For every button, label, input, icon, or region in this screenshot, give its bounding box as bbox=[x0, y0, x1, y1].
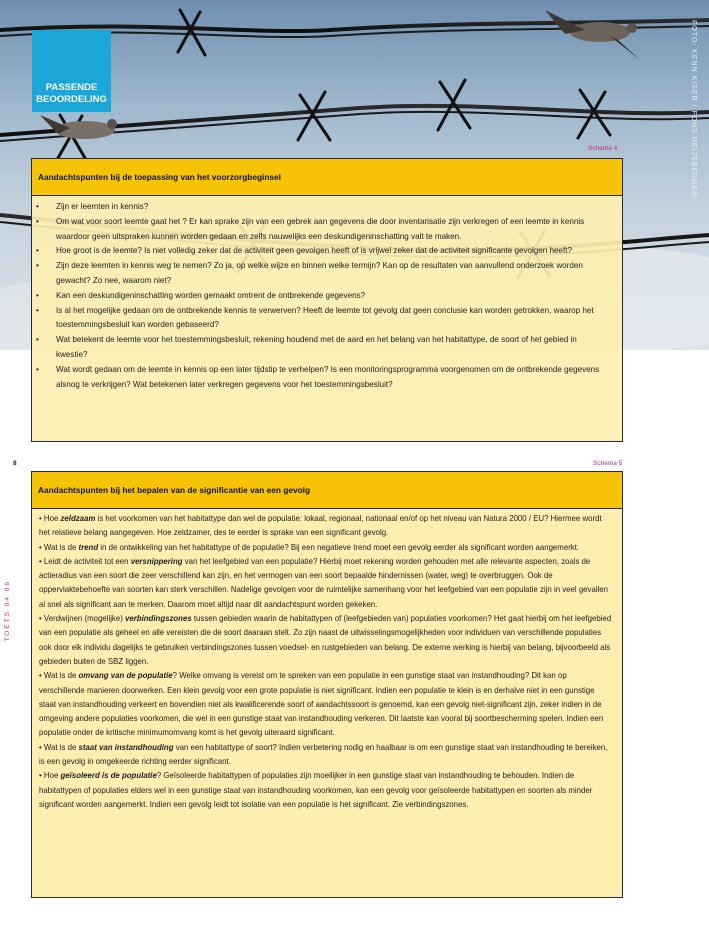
schema4-label: Schema 4 bbox=[588, 145, 618, 152]
list-item: • Wat wordt gedaan om de leemte in kennis op een later tijdstip te verhelpen? Is een monitoringsprogramma voorgenomen om de ontbrekende gegevens alsnog te verkrijgen? Wat betekenen later verkregen gegevens voor het toestemmingsbesluit? bbox=[56, 363, 608, 393]
list-item: • Zijn er leemten in kennis? bbox=[56, 200, 608, 215]
item-post: ? Welke omvang is vereist om te spreken van een populatie in een gunstige staat van instandhouding? Dit kan op verschillende manieren doorwerken. Een klein gevolg voor een grote populatie is niet significant. Indien een populatie te klein is en derhalve niet in een gunstige staat van instandhouding verkeert en bovendien niet als kwalificerende soort of aandachtssoort is genoemd, kan een gevolg niet-significant zijn, zeker indien in de omgeving andere populaties voorkomen, die wel in een gunstige staat van instandhouding verkeren. Dit laatste kan vooral bij soortbescherming spelen. Indien een populatie onder de kritische minimumomvang komt is het gevolg uiteraard significant. bbox=[39, 671, 604, 738]
schema4-title: Aandachtspunten bij de toepassing van het voorzorgbeginsel bbox=[32, 159, 622, 196]
list-item: • Is al het mogelijke gedaan om de ontbrekende kennis te verwerven? Heeft de leemte tot gevolg dat geen conclusie kan worden getrokken, waarop het toestemmingsbesluit kan worden gebaseerd? bbox=[56, 304, 608, 334]
item-post: in de ontwikkeling van het habitattype of de populatie? Bij een negatieve trend moet een gevolg eerder als significant worden aangemerkt. bbox=[98, 542, 580, 552]
schema5-box bbox=[31, 471, 623, 898]
side-label: TOETS 04 06 bbox=[4, 580, 11, 642]
photo-credit: FOTO: KENN KISER / FONS REIJSBERGEN bbox=[690, 20, 697, 198]
item-keyword: staat van instandhouding bbox=[78, 742, 174, 752]
item-pre: • Hoe bbox=[39, 514, 61, 523]
schema5-label: Schema 5 bbox=[593, 460, 623, 467]
list-item bbox=[39, 555, 612, 612]
section-tag-line2: BEOORDELING bbox=[36, 94, 107, 105]
list-item: • Wat betekent de leemte voor het toestemmingsbesluit, rekening houdend met de aard en het belang van het habitattype, de soort of het gebied in kwestie? bbox=[56, 333, 608, 363]
item-keyword: zeldzaam bbox=[60, 514, 96, 523]
item-pre: • Wat is de bbox=[39, 742, 79, 752]
list-item bbox=[39, 741, 612, 770]
item-post: ? Geïsoleerde habitattypen of populaties zijn moeilijker in een gunstige staat van instandhouding te behouden. Indien de habitattypen of populaties elders wel in een gunstige staat van instandhouding voorkomen, kan een gevolg voor geïsoleerde habitattypen en soorten als minder significant worden aangemerkt. Indien een gevolg leidt tot isolatie van een populatie is het significant. Zie verbindingszones. bbox=[39, 771, 593, 809]
schema5-list bbox=[32, 509, 622, 812]
item-post: van een habitattype of soort? Indien verbetering nodig en haalbaar is om een gunstige staat van instandhouding te bereiken, is een gevolg in omgekeerde richting eerder significant. bbox=[39, 742, 608, 767]
list-item bbox=[39, 769, 612, 812]
item-keyword: omvang van de populatie bbox=[78, 671, 173, 681]
item-keyword: verbindingszones bbox=[125, 614, 192, 624]
list-item bbox=[39, 612, 612, 669]
list-item: • Zijn deze leemten in kennis weg te nemen? Zo ja, op welke wijze en binnen welke termijn? Kan op de resultaten van aanvullend onderzoek worden gewacht? Zo nee, waarom niet? bbox=[56, 259, 608, 289]
section-tag bbox=[32, 30, 111, 112]
item-post: van het leefgebied van een populatie? Hierbij moet rekening worden gehouden met alle relevante aspecten, zoals de actieradius van een soort die zeer verschillend kan zijn, en het vermogen van een soort bepaalde hindernissen (water, weg) te overbruggen. Ook de oppervlaktebehoefte van soorten kan sterk verschillen. Nadelige gevolgen voor de ruimtelijke samenhang voor het leefgebied van een populatie zijn in veel gevallen al snel als significant aan te merken. Daarom moet altijd naar dit aandachtspunt worden gekeken. bbox=[39, 556, 609, 609]
list-item bbox=[39, 541, 612, 555]
item-post: tussen gebieden waarin de habitattypen of (leefgebieden van) populaties voorkomen? Het gaat hierbij om het leefgebied van een populatie als geheel en alle vereisten die de soort daaraan stelt. Zo zijn naast de uitwisselingsmogelijkheden voor individuen van verschillende populaties ook door elk individu dagelijks te gebruiken verbindingszones tussen voedsel- en rustgebieden van belang. De externe werking is hierbij van belang, bijvoorbeeld als gebieden buiten de SBZ liggen. bbox=[39, 614, 612, 666]
schema5-title: Aandachtspunten bij het bepalen van de significantie van een gevolg bbox=[32, 472, 622, 509]
list-item bbox=[39, 669, 612, 740]
item-keyword: trend bbox=[78, 542, 99, 552]
goose-shape bbox=[545, 10, 640, 60]
item-pre: • Verdwijnen (mogelijke) bbox=[39, 614, 126, 624]
page-number: 8 bbox=[13, 460, 17, 467]
list-item: • Om wat voor soort leemte gaat het ? Er kan sprake zijn van een gebrek aan gegevens die door inventarisatie zijn verkregen of een leemte in kennis waardoor geen uitspraken kunnen worden gedaan en zelfs nauwelijks een deskundigeninschatting valt te maken. bbox=[56, 215, 608, 245]
item-keyword: geïsoleerd is de populatie bbox=[60, 771, 157, 781]
item-post: is het voorkomen van het habitattype dan wel de populatie: lokaal, regionaal, nationaal en/of op het niveau van Natura 2000 / EU? Hiermee wordt het relatieve belang aangegeven. Hoe zeldzamer, des te eerder is sprake van een significant gevolg. bbox=[39, 514, 602, 538]
item-pre: • Wat is de bbox=[39, 671, 79, 681]
schema4-list bbox=[32, 196, 622, 392]
list-item: • Hoe groot is de leemte? Is niet volledig zeker dat de activiteit geen gevolgen heeft of is vrijwel zeker dat de activiteit significante gevolgen heeft? bbox=[56, 244, 608, 259]
schema4-box bbox=[31, 158, 623, 442]
section-tag-line1: PASSENDE bbox=[45, 82, 98, 93]
item-keyword: versnippering bbox=[130, 556, 183, 566]
list-item: • Kan een deskundigeninschatting worden gemaakt omtrent de ontbrekende gegevens? bbox=[56, 289, 608, 304]
list-item bbox=[39, 512, 612, 541]
item-pre: • Wat is de bbox=[39, 542, 79, 552]
item-pre: • Leidt de activiteit tot een bbox=[39, 556, 131, 566]
item-pre: • Hoe bbox=[39, 771, 61, 781]
